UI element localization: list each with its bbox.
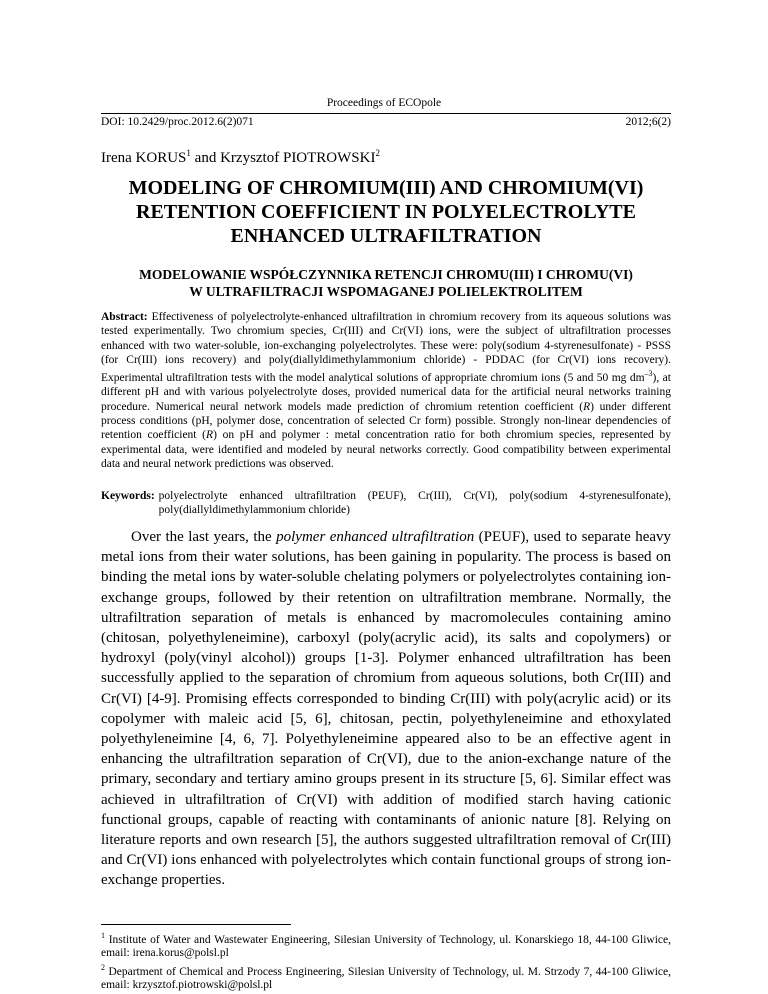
footnote-1-text: Institute of Water and Wastewater Engineering, Silesian University of Technology, ul. Konarskiego 18, 44-100 Gliwice, email: irena.korus@polsl.pl [101,933,671,960]
abstract [101,310,671,471]
abstract-text-3: ) under different process conditions (pH, polymer dose, concentration of selected Cr form) possible. Strongly non-linear dependencies of retention coefficient ( [101,400,671,442]
subtitle-line-1: MODELOWANIE WSPÓŁCZYNNIKA RETENCJI CHROMU(III) I CHROMU(VI) [139,267,633,282]
author-1: Irena KORUS [101,150,187,166]
abstract-text-2: ), at different pH and with various polyelectrolyte doses, provided numerical data for the artificial neural networks training procedure. Numerical neural network models made prediction of chromium retention coefficient ( [101,372,671,413]
title-line-1: MODELING OF CHROMIUM(III) AND CHROMIUM(VI) [128,177,644,199]
abstract-r-symbol: R [583,400,591,413]
footnote-rule [101,924,291,925]
abstract-r-symbol: R [206,429,214,442]
journal-name: Proceedings of ECOpole [326,97,442,109]
keywords-label: Keywords: [101,490,155,502]
body-text-start: Over the last years, the [131,529,277,545]
footnote-2 [101,961,671,993]
abstract-text-1: Effectiveness of polyelectrolyte-enhanced ultrafiltration in chromium recovery from its aqueous solutions was tested experimentally. Two chromium species, Cr(III) and Cr(VI) ions, were the subject of ultrafiltration processes enhanced with two water-soluble, ion-exchanging polyelectrolytes. These were: poly(sodium 4-styrenesulfonate) - PSSS (for Cr(III) ions recovery) and poly(diallyldimethylammonium chloride) - PDDAC (for Cr(VI) ions recovery). Experimental ultrafiltration tests with the model analytical solutions of appropriate chromium ions (5 and 50 mg dm [101,311,671,385]
author-1-mark: 1 [186,148,191,158]
authors-and: and [190,150,221,166]
footnote-1-mark: 1 [101,931,105,940]
paper-title [101,176,671,248]
footnote-1 [101,929,671,961]
paper-subtitle [101,267,671,300]
keywords-text: polyelectrolyte enhanced ultrafiltration (PEUF), Cr(III), Cr(VI), poly(sodium 4-styrenesulfonate), poly(diallyldimethylammonium chloride) [158,490,671,517]
abstract-exponent: –3 [644,369,653,379]
subtitle-line-2: W ULTRAFILTRACJI WSPOMAGANEJ POLIELEKTROLITEM [189,283,583,299]
author-2: Krzysztof PIOTROWSKI [220,150,376,166]
author-2-mark: 2 [375,148,380,158]
abstract-text-4: ) on pH and polymer : metal concentration ratio for both chromium species, represented by experimental data, were identified and modeled by neural networks correctly. Good compatibility between experimental data and neural network predictions was observed. [101,429,671,470]
footnote-2-text: Department of Chemical and Process Engineering, Silesian University of Technology, ul. M. Strzody 7, 44-100 Gliwice, email: krzysztof.piotrowski@polsl.pl [101,965,671,992]
title-line-2: RETENTION COEFFICIENT IN POLYELECTROLYTE [136,201,636,223]
title-line-3: ENHANCED ULTRAFILTRATION [230,225,542,247]
body-paragraph [101,527,671,891]
issue: 2012;6(2) [625,116,671,128]
abstract-label: Abstract: [101,311,148,323]
authors [101,148,380,167]
body-emphasis: polymer enhanced ultrafiltration [276,529,475,545]
footnote-2-mark: 2 [101,962,105,972]
keywords [101,489,671,518]
doi: DOI: 10.2429/proc.2012.6(2)071 [101,116,254,128]
doi-row [101,113,671,128]
footnotes [101,929,671,993]
body-text-rest: (PEUF), used to separate heavy metal ions from their water solutions, has been gaining in popularity. The process is based on binding the metal ions by water-soluble chelating polymers or polyelectrolytes containing ion-exchange groups, followed by their retention on ultrafiltration membrane. Normally, the ultrafiltration separation of metals is enhanced by macromolecules containing amino (chitosan, polyethyleneimine), carboxyl (poly(acrylic acid), its salts and copolymers) or hydroxyl (poly(vinyl alcohol)) groups [1-3]. Polymer enhanced ultrafiltration has been successfully applied to the separation of chromium from aqueous solutions, both Cr(III) and Cr(VI) [4-9]. Promising effects corresponded to binding Cr(III) with poly(acrylic acid) or its copolymer with maleic acid [5, 6], chitosan, pectin, polyethyleneimine and ethoxylated polyethyleneimine [4, 6, 7]. Polyethyleneimine appeared also to be an effective agent in enhancing the ultrafiltration separation of Cr(VI), due to the anion-exchange nature of the primary, secondary and tertiary amino groups present in its structure [5, 6]. Similar effect was achieved in ultrafiltration of Cr(VI) with addition of modified starch having cationic functional groups, capable of reacting with contaminants of anionic nature [8]. Relying on literature reports and own research [5], the authors suggested ultrafiltration removal of Cr(III) and Cr(VI) ions enhanced with polyelectrolytes which contain functional groups of strong ion-exchange properties. [101,529,672,889]
